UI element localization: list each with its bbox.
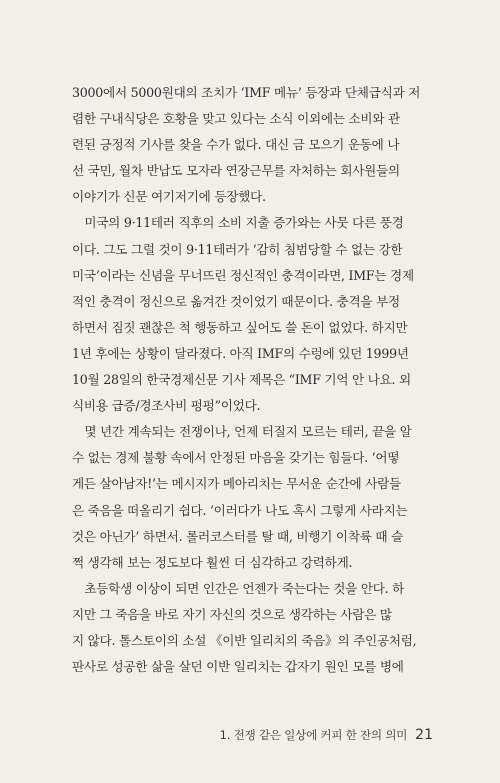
text-line: 적인 충격이 정신으로 옮겨간 것이었기 때문이다. 충격을 부정: [72, 293, 400, 309]
text-line: 것은 아닌가’ 하면서. 롤러코스터를 탈 때, 비행기 이착륙 때 슬: [72, 528, 404, 544]
text-line: 지만 그 죽음을 바로 자기 자신의 것으로 생각하는 사람은 많: [72, 606, 392, 622]
text-line: 수 없는 경제 불황 속에서 안정된 마음을 갖기는 힘들다. ‘어떻: [72, 450, 400, 466]
text-line: 판사로 성공한 삶을 살던 이반 일리치는 갑자기 원인 모를 병에: [72, 659, 404, 675]
text-line: 이다. 그도 그럴 것이 9·11테러가 ‘감히 침범당할 수 없는 강한: [72, 241, 403, 257]
paragraph: [72, 210, 426, 419]
text-line: 렴한 구내식당은 호황을 맞고 있다는 소식 이외에는 소비와 관: [72, 111, 400, 127]
text-line: 게든 살아남자!’는 메시지가 메아리치는 무서운 순간에 사람들: [72, 476, 401, 492]
text-line: 이야기가 신문 여기저기에 등장했다.: [72, 189, 266, 205]
paragraph: [72, 419, 426, 576]
paragraph: [72, 576, 426, 680]
text-line: 미국’이라는 신념을 무너뜨린 정신적인 충격이라면, IMF는 경제: [72, 267, 414, 283]
text-line: 3000에서 5000원대의 조치가 ‘IMF 메뉴’ 등장과 단체급식과 저: [72, 85, 421, 100]
page-number: 21: [415, 727, 433, 743]
body-text: [72, 80, 426, 680]
text-line: 10월 28일의 한국경제신문 기사 제목은 “IMF 기억 안 나요. 외: [72, 372, 411, 388]
running-title: 1. 전쟁 같은 일상에 커피 한 잔의 의미: [219, 728, 408, 742]
text-line: 련된 긍정적 기사를 찾을 수가 없다. 대신 금 모으기 운동에 나: [72, 137, 400, 153]
text-line: 쩍 생각해 보는 정도보다 훨씬 더 심각하고 강력하게.: [72, 554, 353, 570]
text-line: 하면서 짐짓 괜찮은 척 행동하고 싶어도 쓸 돈이 없었다. 하지만: [72, 319, 408, 335]
text-line: 초등학생 이상이 되면 인간은 언젠가 죽는다는 것을 안다. 하: [72, 580, 405, 596]
text-line: 1년 후에는 상황이 달라졌다. 아직 IMF의 수렁에 있던 1999년: [72, 345, 409, 361]
text-line: 몇 년간 계속되는 전쟁이나, 언제 터질지 모르는 테러, 끝을 알: [72, 424, 412, 440]
text-line: 선 국민, 월차 반납도 모자라 연장근무를 자처하는 회사원들의: [72, 163, 400, 179]
paragraph: [72, 80, 426, 210]
text-line: 미국의 9·11테러 직후의 소비 지출 증가와는 사뭇 다른 풍경: [72, 215, 404, 231]
text-line: 은 죽음을 떠올리기 쉽다. ‘이러다가 나도 혹시 그렇게 사라지는: [72, 502, 408, 518]
text-line: 식비용 급증/경조사비 펑펑”이었다.: [72, 398, 261, 414]
page-footer: [220, 727, 433, 743]
text-line: 지 않다. 톨스토이의 소설 《이반 일리치의 죽음》의 주인공처럼,: [72, 632, 417, 648]
